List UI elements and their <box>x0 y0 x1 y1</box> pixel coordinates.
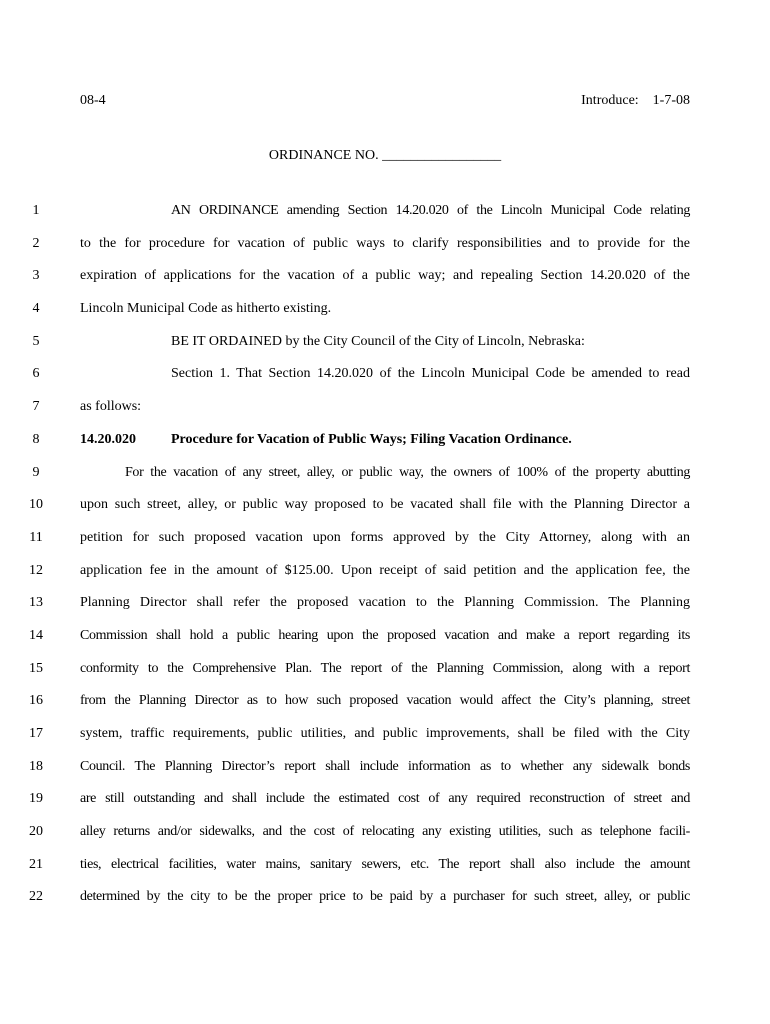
line-number: 4 <box>32 301 40 317</box>
line-9 <box>0 463 770 496</box>
line-number: 21 <box>29 856 43 872</box>
line-text: ties, electrical facilities, water mains, sanitary sewers, etc. The report shall also include the amount <box>80 856 690 872</box>
line-text: conformity to the Comprehensive Plan. The report of the Planning Commission, along with a report <box>80 660 690 676</box>
line-text: Planning Director shall refer the proposed vacation to the Planning Commission. The Planning <box>80 595 690 611</box>
line-number: 16 <box>29 693 43 709</box>
line-text: Commission shall hold a public hearing upon the proposed vacation and make a report regarding its <box>80 627 690 643</box>
line-text: determined by the city to be the proper price to be paid by a purchaser for such street, alley, or public <box>80 889 690 905</box>
section-heading <box>80 430 690 450</box>
line-text: from the Planning Director as to how such proposed vacation would affect the City’s planning, street <box>80 693 690 709</box>
line-number: 6 <box>32 366 40 382</box>
line-text: For the vacation of any street, alley, or public way, the owners of 100% of the property abutting <box>125 464 690 480</box>
line-19 <box>0 789 770 822</box>
introduce-info <box>581 93 690 109</box>
line-number: 13 <box>29 595 43 611</box>
line-number: 22 <box>29 889 43 905</box>
section-number: 14.20.020 <box>80 431 136 447</box>
line-number: 8 <box>32 431 40 447</box>
line-text: application fee in the amount of $125.00. Upon receipt of said petition and the application fee, the <box>80 562 690 578</box>
line-21 <box>0 855 770 888</box>
section-heading-text: Procedure for Vacation of Public Ways; Filing Vacation Ordinance. <box>171 431 572 447</box>
line-17 <box>0 724 770 757</box>
introduce-label: Introduce: <box>581 93 639 108</box>
line-16 <box>0 691 770 724</box>
line-number: 12 <box>29 562 43 578</box>
line-6 <box>0 364 770 397</box>
line-text: Council. The Planning Director’s report shall include information as to whether any sidewalk bonds <box>80 758 690 774</box>
line-12 <box>0 561 770 594</box>
line-3 <box>0 266 770 299</box>
line-number: 14 <box>29 627 43 643</box>
line-number: 2 <box>32 235 40 251</box>
line-11 <box>0 528 770 561</box>
line-4 <box>0 299 770 332</box>
line-10 <box>0 495 770 528</box>
line-text: upon such street, alley, or public way proposed to be vacated shall file with the Planning Director a <box>80 497 690 513</box>
line-text: as follows: <box>80 399 142 415</box>
line-13 <box>0 593 770 626</box>
numbered-lines <box>0 201 770 920</box>
ordinance-title: ORDINANCE NO. _________________ <box>268 148 502 163</box>
line-number: 7 <box>32 399 40 415</box>
line-number: 5 <box>32 333 40 349</box>
line-text: are still outstanding and shall include the estimated cost of any required reconstruction of street and <box>80 791 690 807</box>
document-number: 08-4 <box>80 93 106 108</box>
line-15 <box>0 659 770 692</box>
line-number: 15 <box>29 660 43 676</box>
line-text: alley returns and/or sidewalks, and the cost of relocating any existing utilities, such as telephone facili- <box>80 824 690 840</box>
line-number: 20 <box>29 824 43 840</box>
line-1 <box>0 201 770 234</box>
line-number: 18 <box>29 758 43 774</box>
line-text: expiration of applications for the vacation of a public way; and repealing Section 14.20.020 of the <box>80 268 690 284</box>
introduce-date: 1-7-08 <box>652 93 690 108</box>
line-text: petition for such proposed vacation upon forms approved by the City Attorney, along with an <box>80 529 690 545</box>
line-7 <box>0 397 770 430</box>
line-text: Section 1. That Section 14.20.020 of the Lincoln Municipal Code be amended to read <box>171 366 690 382</box>
line-18 <box>0 757 770 790</box>
line-5 <box>0 332 770 365</box>
line-2 <box>0 234 770 267</box>
line-text: AN ORDINANCE amending Section 14.20.020 of the Lincoln Municipal Code relating <box>171 203 690 218</box>
line-number: 19 <box>29 791 43 807</box>
line-20 <box>0 822 770 855</box>
line-22 <box>0 887 770 920</box>
line-text: to the for procedure for vacation of public ways to clarify responsibilities and to provide for the <box>80 235 690 251</box>
line-number: 17 <box>29 726 43 741</box>
line-number: 1 <box>32 203 40 218</box>
line-8 <box>0 430 770 463</box>
line-number: 9 <box>32 464 40 480</box>
line-text: Lincoln Municipal Code as hitherto existing. <box>80 301 332 317</box>
line-14 <box>0 626 770 659</box>
line-text: BE IT ORDAINED by the City Council of the City of Lincoln, Nebraska: <box>171 333 585 349</box>
line-number: 11 <box>29 529 43 545</box>
line-text: system, traffic requirements, public utilities, and public improvements, shall be filed with the City <box>80 726 690 741</box>
line-number: 3 <box>32 268 40 284</box>
line-number: 10 <box>29 497 43 513</box>
